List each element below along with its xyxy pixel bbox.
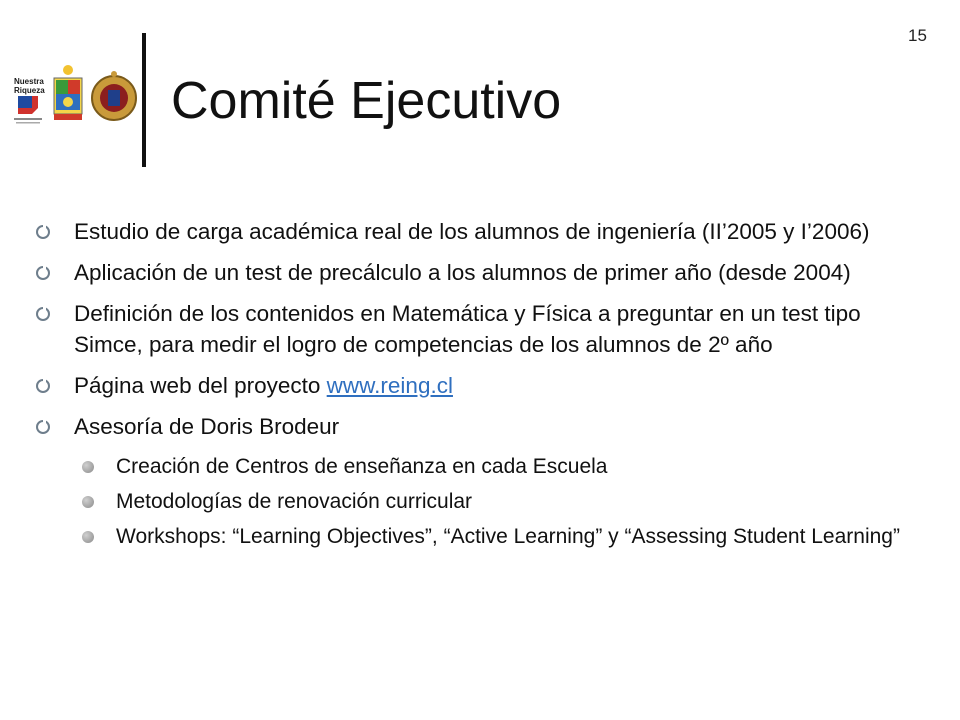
sub-bullet-item — [36, 452, 916, 481]
sub-bullet-item — [36, 487, 916, 516]
institution-logos — [10, 62, 140, 130]
sub-bullet-item — [36, 522, 916, 551]
slide-number: 15 — [908, 26, 927, 45]
university-crest-logo — [54, 65, 82, 120]
bullet-text: Aplicación de un test de precálculo a los alumnos de primer año (desde 2004) — [74, 260, 851, 285]
sub-bullet-icon — [82, 496, 94, 508]
sub-bullet-text: Workshops: “Learning Objectives”, “Active Learning” y “Assessing Student Learning” — [116, 525, 900, 548]
bullet-icon — [36, 266, 50, 280]
svg-text:Nuestra: Nuestra — [14, 77, 44, 86]
university-seal-logo — [92, 71, 136, 120]
project-website-link[interactable]: www.reing.cl — [326, 373, 453, 398]
bullet-icon — [36, 225, 50, 239]
slide-title: Comité Ejecutivo — [171, 72, 562, 130]
bullet-text: Página web del proyecto — [74, 373, 327, 398]
slide-content — [36, 216, 916, 557]
bullet-item — [36, 298, 916, 360]
bullet-item — [36, 216, 916, 247]
nuestra-riqueza-logo — [14, 77, 45, 124]
sub-bullet-icon — [82, 531, 94, 543]
svg-text:Riqueza: Riqueza — [14, 86, 45, 95]
bullet-item — [36, 411, 916, 442]
bullet-item — [36, 370, 916, 401]
bullet-text: Asesoría de Doris Brodeur — [74, 414, 340, 439]
bullet-text: Estudio de carga académica real de los alumnos de ingeniería (II’2005 y I’2006) — [74, 219, 870, 244]
bullet-icon — [36, 307, 50, 321]
bullet-icon — [36, 379, 50, 393]
sub-bullet-text: Metodologías de renovación curricular — [116, 490, 473, 513]
bullet-text: Definición de los contenidos en Matemática y Física a preguntar en un test tipo Simce, para medir el logro de competencias de los alumnos de 2º año — [74, 301, 861, 357]
sub-bullet-text: Creación de Centros de enseñanza en cada Escuela — [116, 455, 608, 478]
sub-bullet-icon — [82, 461, 94, 473]
bullet-icon — [36, 420, 50, 434]
title-divider — [142, 33, 146, 167]
bullet-item — [36, 257, 916, 288]
